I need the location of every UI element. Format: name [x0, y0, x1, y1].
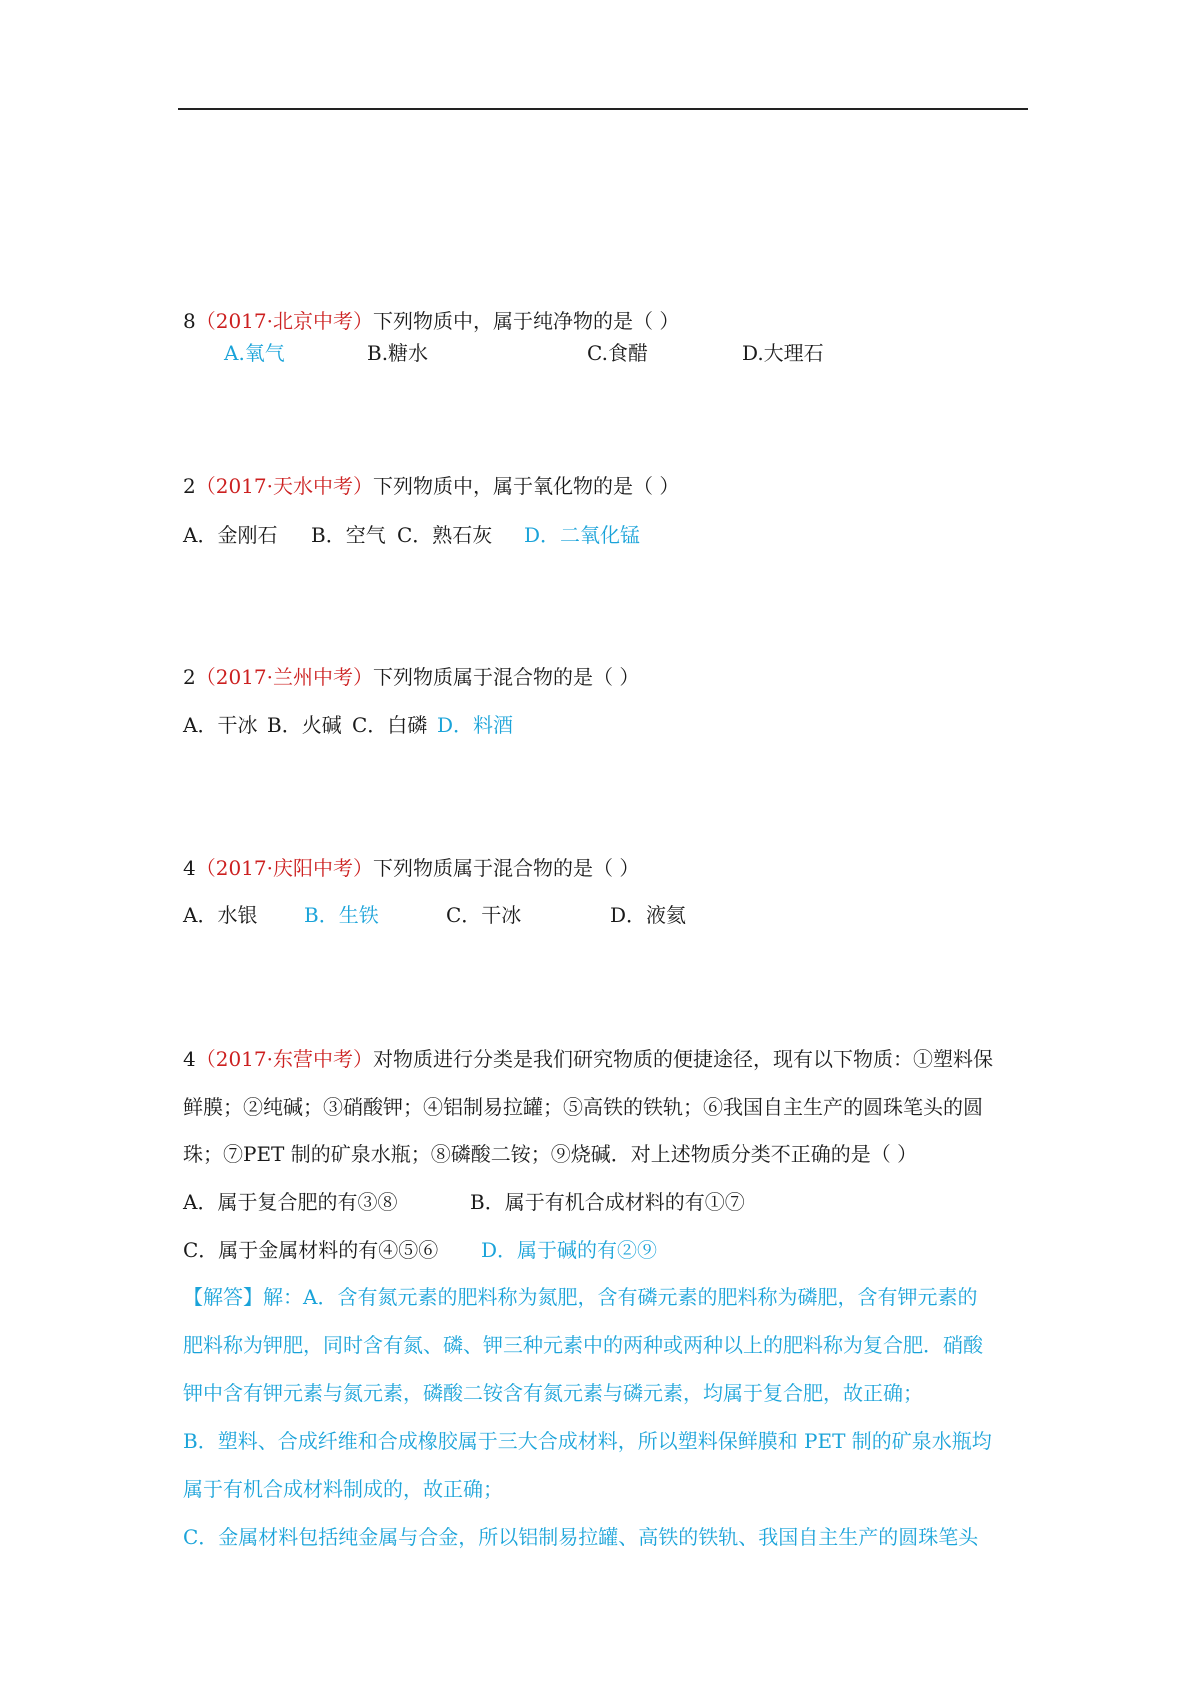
question-1 — [183, 308, 679, 334]
option-d: D.大理石 — [742, 341, 824, 365]
option-c: C.食醋 — [587, 341, 648, 365]
option-d: D．料酒 — [437, 713, 514, 737]
answer-line: 钾中含有钾元素与氮元素，磷酸二铵含有氮元素与磷元素，均属于复合肥，故正确； — [183, 1381, 923, 1405]
option-c: C．属于金属材料的有④⑤⑥ — [183, 1238, 439, 1262]
answer-line: 肥料称为钾肥，同时含有氮、磷、钾三种元素中的两种或两种以上的肥料称为复合肥．硝酸 — [183, 1333, 983, 1357]
question-source: （2017·天水中考） — [195, 474, 373, 498]
question-stem-line: 鲜膜；②纯碱；③硝酸钾；④铝制易拉罐；⑤高铁的铁轨；⑥我国自主生产的圆珠笔头的圆 — [183, 1095, 983, 1119]
question-source: （2017·北京中考） — [195, 309, 373, 333]
question-number: 4 — [183, 1047, 196, 1071]
question-source: （2017·东营中考） — [195, 1047, 373, 1071]
option-b: B．属于有机合成材料的有①⑦ — [470, 1190, 745, 1214]
question-stem: 下列物质属于混合物的是（ ） — [373, 856, 640, 880]
header-rule — [178, 108, 1028, 110]
question-number: 8 — [183, 309, 196, 333]
option-d: D．属于碱的有②⑨ — [481, 1238, 658, 1262]
question-4 — [183, 855, 639, 881]
answer-tag: 【解答】 — [183, 1285, 263, 1309]
option-a: A．干冰 — [183, 713, 258, 737]
answer-line: 属于有机合成材料制成的，故正确； — [183, 1477, 503, 1501]
question-5 — [183, 1046, 993, 1072]
question-stem: 下列物质中，属于氧化物的是（ ） — [373, 474, 680, 498]
question-2 — [183, 473, 679, 499]
question-3 — [183, 664, 639, 690]
option-b: B．火碱 — [267, 713, 342, 737]
answer-line — [183, 1284, 977, 1310]
question-number: 2 — [183, 474, 196, 498]
option-a: A．属于复合肥的有③⑧ — [183, 1190, 398, 1214]
option-b: B．空气 — [311, 523, 386, 547]
option-c: C．干冰 — [446, 903, 522, 927]
option-a: A．水银 — [183, 903, 258, 927]
option-b: B.糖水 — [367, 341, 429, 365]
question-stem-line: 珠；⑦PET 制的矿泉水瓶；⑧磷酸二铵；⑨烧碱．对上述物质分类不正确的是（ ） — [183, 1142, 918, 1166]
question-stem: 下列物质中，属于纯净物的是（ ） — [373, 309, 680, 333]
question-source: （2017·庆阳中考） — [195, 856, 373, 880]
question-stem-line: 对物质进行分类是我们研究物质的便捷途径，现有以下物质：①塑料保 — [373, 1047, 993, 1071]
answer-line: C．金属材料包括纯金属与合金，所以铝制易拉罐、高铁的铁轨、我国自主生产的圆珠笔头 — [183, 1525, 979, 1549]
question-stem: 下列物质属于混合物的是（ ） — [373, 665, 640, 689]
option-a: A．金刚石 — [183, 523, 278, 547]
question-number: 2 — [183, 665, 196, 689]
answer-text: 解：A．含有氮元素的肥料称为氮肥，含有磷元素的肥料称为磷肥，含有钾元素的 — [263, 1285, 978, 1309]
question-number: 4 — [183, 856, 196, 880]
option-d: D．液氦 — [610, 903, 687, 927]
option-d: D．二氧化锰 — [524, 523, 641, 547]
option-c: C．白磷 — [352, 713, 428, 737]
answer-line: B．塑料、合成纤维和合成橡胶属于三大合成材料，所以塑料保鲜膜和 PET 制的矿泉水瓶均 — [183, 1429, 992, 1453]
option-a: A.氧气 — [224, 341, 285, 365]
option-b: B．生铁 — [304, 903, 379, 927]
option-c: C．熟石灰 — [397, 523, 493, 547]
question-source: （2017·兰州中考） — [195, 665, 373, 689]
